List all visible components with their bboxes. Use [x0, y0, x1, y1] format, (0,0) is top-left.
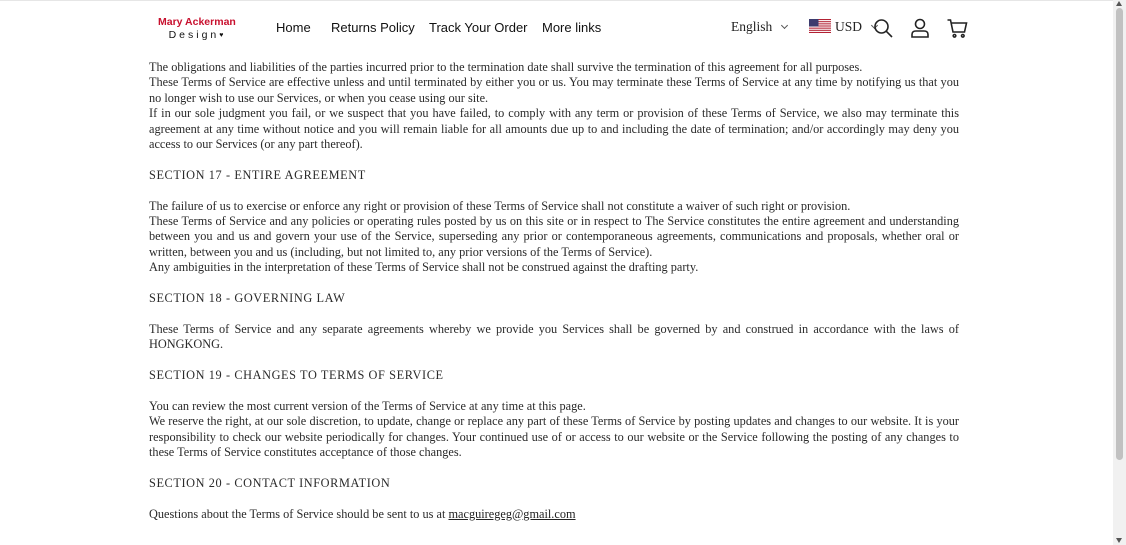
- terms-paragraph: These Terms of Service and any separate agreements whereby we provide you Services shall be governed by and construed in accordance with the laws of HONGKONG.: [149, 321, 959, 352]
- contact-email-link[interactable]: macguiregeg@gmail.com: [448, 506, 576, 521]
- contact-text: Questions about the Terms of Service should be sent to us at: [149, 506, 446, 521]
- terms-paragraph: The obligations and liabilities of the parties incurred prior to the termination date shall survive the termination of this agreement for all purposes.: [149, 60, 863, 74]
- chevron-down-icon: [781, 22, 788, 29]
- logo-line-2: Design♥: [168, 29, 224, 41]
- logo-line-2-text: Design: [168, 29, 220, 41]
- terms-content: [149, 60, 959, 522]
- cart-icon[interactable]: [946, 17, 968, 39]
- site-header: [0, 0, 1113, 56]
- scroll-down-arrow-icon[interactable]: [1116, 538, 1122, 543]
- nav-returns-policy[interactable]: Returns Policy: [331, 20, 415, 35]
- account-icon[interactable]: [909, 17, 931, 39]
- terms-paragraph: These Terms of Service are effective unless and until terminated by either you or us. You may terminate these Terms of Service at any time by notifying us that you no longer wish to use our Services, or when you cease using our site.: [149, 75, 959, 105]
- language-selector[interactable]: [731, 19, 787, 35]
- search-icon[interactable]: [872, 17, 894, 39]
- terms-paragraph: These Terms of Service and any policies or operating rules posted by us on this site or in respect to The Service constitutes the entire agreement and understanding between you and us and govern your use of the Service, superseding any prior or contemporaneous agreements, communications and proposals, whether oral or written, between you and us (including, but not limited to, any prior versions of the Terms of Service).: [149, 214, 959, 259]
- terms-paragraph: You can review the most current version of the Terms of Service at any time at this page.: [149, 398, 586, 413]
- section-20-heading: SECTION 20 - CONTACT INFORMATION: [149, 475, 391, 490]
- currency-selector[interactable]: [809, 19, 877, 35]
- terms-paragraph: The failure of us to exercise or enforce any right or provision of these Terms of Service shall not constitute a waiver of such right or provision.: [149, 198, 851, 213]
- nav-more-links[interactable]: More links: [542, 20, 602, 35]
- nav-home[interactable]: Home: [276, 20, 311, 35]
- terms-paragraph: We reserve the right, at our sole discretion, to update, change or replace any part of these Terms of Service by posting updates and changes to our website. It is your responsibility to check our website periodically for changes. Your continued use of or access to our website or the Service following the posting of any changes to these Terms of Service constitutes acceptance of those changes.: [149, 414, 959, 460]
- brand-logo[interactable]: [158, 16, 234, 42]
- section-19-heading: SECTION 19 - CHANGES TO TERMS OF SERVICE: [149, 368, 444, 383]
- header-top-border: [0, 0, 1113, 1]
- scroll-up-arrow-icon[interactable]: [1116, 1, 1122, 6]
- page-scrollbar[interactable]: [1113, 0, 1126, 545]
- section-17-heading: SECTION 17 - ENTIRE AGREEMENT: [149, 167, 366, 182]
- language-value: English: [731, 19, 773, 34]
- section-18-heading: SECTION 18 - GOVERNING LAW: [149, 291, 346, 306]
- scroll-thumb[interactable]: [1116, 8, 1123, 460]
- us-flag-icon: [809, 19, 831, 33]
- logo-line-1: Mary Ackerman: [158, 16, 236, 28]
- terms-paragraph: Any ambiguities in the interpretation of these Terms of Service shall not be construed against the drafting party.: [149, 260, 699, 275]
- nav-track-your-order[interactable]: Track Your Order: [429, 20, 528, 35]
- terms-paragraph: If in our sole judgment you fail, or we suspect that you have failed, to comply with any term or provision of these Terms of Service, we also may terminate this agreement at any time without notice and you will remain liable for all amounts due up to and including the date of termination; and/or accordingly may deny you access to our Services (or any part thereof).: [149, 106, 959, 152]
- currency-value: USD: [835, 19, 863, 34]
- contact-paragraph: [149, 507, 959, 522]
